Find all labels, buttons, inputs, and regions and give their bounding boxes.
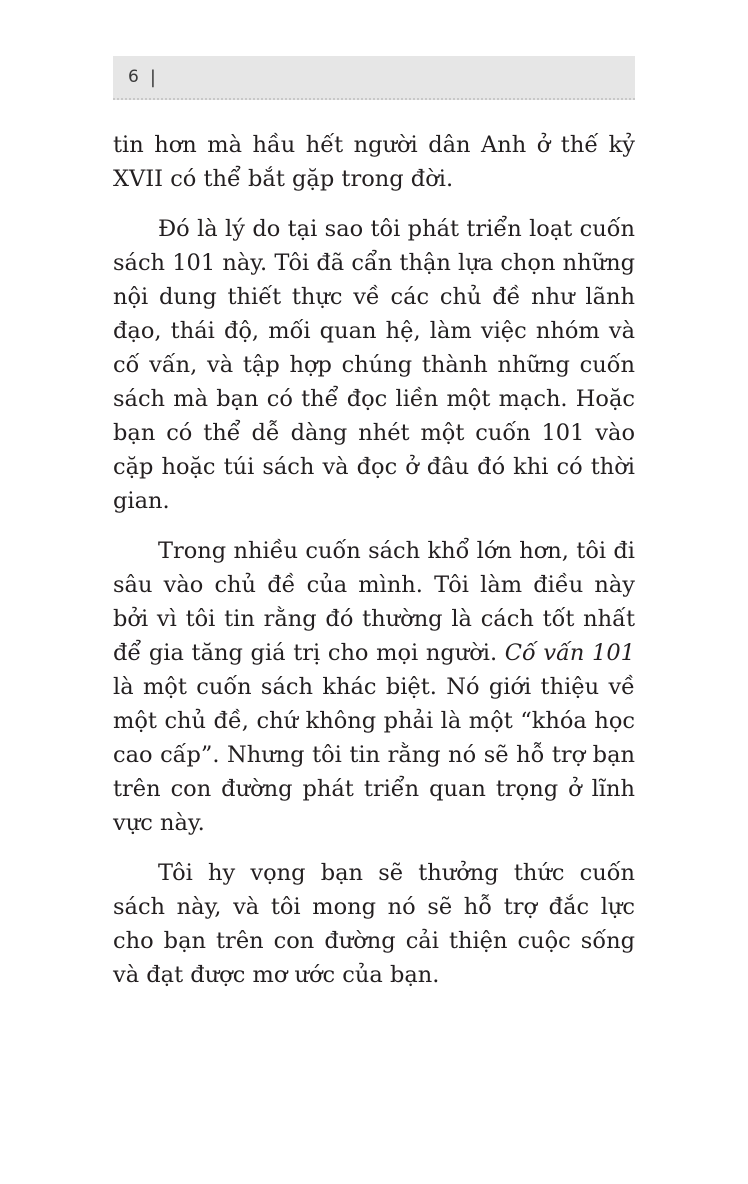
paragraph-1: tin hơn mà hầu hết người dân Anh ở thế kỷ XVII có thể bắt gặp trong đời. bbox=[113, 132, 635, 192]
paragraph-3-part-2: là một cuốn sách khác biệt. Nó giới thiệu về một chủ đề, chứ không phải là một “khóa học cao cấp”. Nhưng tôi tin rằng nó sẽ hỗ trợ bạn trên con đường phát triển quan trọng ở lĩnh vực này. bbox=[113, 674, 635, 836]
page-header-bar bbox=[113, 56, 635, 100]
book-title-italic: Cố vấn 101 bbox=[504, 640, 635, 666]
paragraph-2: Đó là lý do tại sao tôi phát triển loạt cuốn sách 101 này. Tôi đã cẩn thận lựa chọn những nội dung thiết thực về các chủ đề như lãnh đạo, thái độ, mối quan hệ, làm việc nhóm và cố vấn, và tập hợp chúng thành những cuốn sách mà bạn có thể đọc liền một mạch. Hoặc bạn có thể dễ dàng nhét một cuốn 101 vào cặp hoặc túi sách và đọc ở đâu đó khi có thời gian. bbox=[113, 216, 635, 514]
paragraph-3-part-1: Trong nhiều cuốn sách khổ lớn hơn, tôi đi sâu vào chủ đề của mình. Tôi làm điều này bởi vì tôi tin rằng đó thường là cách tốt nhất để gia tăng giá trị cho mọi người. bbox=[113, 538, 635, 666]
paragraph-4: Tôi hy vọng bạn sẽ thưởng thức cuốn sách này, và tôi mong nó sẽ hỗ trợ đắc lực cho bạn trên con đường cải thiện cuộc sống và đạt được mơ ước của bạn. bbox=[113, 860, 635, 988]
body-text bbox=[113, 128, 635, 1008]
page-number: 6 bbox=[128, 67, 139, 87]
paragraph-3 bbox=[113, 534, 635, 840]
header-divider: | bbox=[149, 66, 156, 88]
